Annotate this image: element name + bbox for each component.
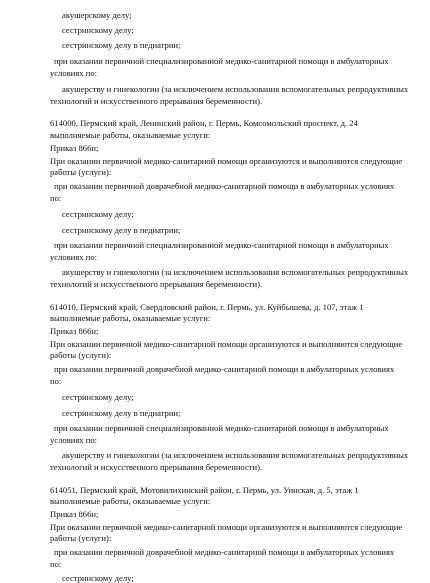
text-line: акушерству и гинекологии (за исключением использования вспомогательных репродуктивных (62, 84, 409, 94)
text-line: выполняемые работы, оказываемые услуги: (50, 130, 211, 140)
text-line: работы (услуги): (50, 350, 112, 360)
text-line: выполняемые работы, оказываемые услуги: (50, 496, 211, 506)
text-line: сестринскому делу; (62, 209, 134, 219)
text-line: Приказ 866н; (50, 509, 99, 519)
text-line: При оказании первичной медико-санитарной помощи организуются и выполняются следующие (50, 339, 403, 349)
text-line: при оказании первичной специализированной медико-санитарной помощи в амбулаторных (54, 56, 389, 66)
text-line: сестринскому делу в педиатрии; (62, 40, 181, 50)
address-line: 614010, Пермский край, Свердловский район, г. Пермь, ул. Куйбышева, д. 107, этаж 1 (50, 302, 364, 312)
text-line: при оказании первичной доврачебной медико-санитарной помощи в амбулаторных условиях (54, 364, 395, 374)
text-line: При оказании первичной медико-санитарной помощи организуются и выполняются следующие (50, 522, 403, 532)
address-line: 614051, Пермский край, Мотовилихинский район, г. Пермь, ул. Уинская, д. 5, этаж 1 (50, 485, 359, 495)
text-line: акушерству и гинекологии (за исключением использования вспомогательных репродуктивных (62, 267, 409, 277)
text-line: Приказ 866н; (50, 143, 99, 153)
text-line: работы (услуги): (50, 533, 112, 543)
text-line: сестринскому делу; (62, 392, 134, 402)
text-line: Приказ 866н; (50, 326, 99, 336)
text-line: акушерскому делу; (62, 10, 132, 20)
text-line: при оказании первичной доврачебной медико-санитарной помощи в амбулаторных условиях (54, 547, 395, 557)
text-line: условиях по: (50, 252, 98, 262)
text-line: по: (50, 376, 62, 386)
text-line: при оказании первичной специализированной медико-санитарной помощи в амбулаторных (54, 240, 389, 250)
text-line: по: (50, 559, 62, 569)
text-line: условиях по: (50, 435, 98, 445)
text-line: работы (услуги): (50, 167, 112, 177)
address-line: 614000, Пермский край, Ленинский район, г. Пермь, Комсомольский проспект, д. 24 (50, 118, 358, 128)
text-line: при оказании первичной специализированной медико-санитарной помощи в амбулаторных (54, 423, 389, 433)
text-line: при оказании первичной доврачебной медико-санитарной помощи в амбулаторных условиях (54, 181, 395, 191)
text-line: сестринскому делу в педиатрии; (62, 408, 181, 418)
text-line: технологий и искусственного прерывания беременности). (50, 96, 263, 106)
text-line: технологий и искусственного прерывания беременности). (50, 279, 263, 289)
text-line: сестринскому делу в педиатрии; (62, 225, 181, 235)
text-line: по: (50, 193, 62, 203)
text-line: технологий и искусственного прерывания беременности). (50, 462, 263, 472)
text-line: выполняемые работы, оказываемые услуги: (50, 313, 211, 323)
text-line: сестринскому делу; (62, 25, 134, 35)
text-line: сестринскому делу; (62, 573, 134, 583)
text-line: При оказании первичной медико-санитарной помощи организуются и выполняются следующие (50, 156, 403, 166)
text-line: акушерству и гинекологии (за исключением использования вспомогательных репродуктивных (62, 450, 409, 460)
text-line: условиях по: (50, 68, 98, 78)
